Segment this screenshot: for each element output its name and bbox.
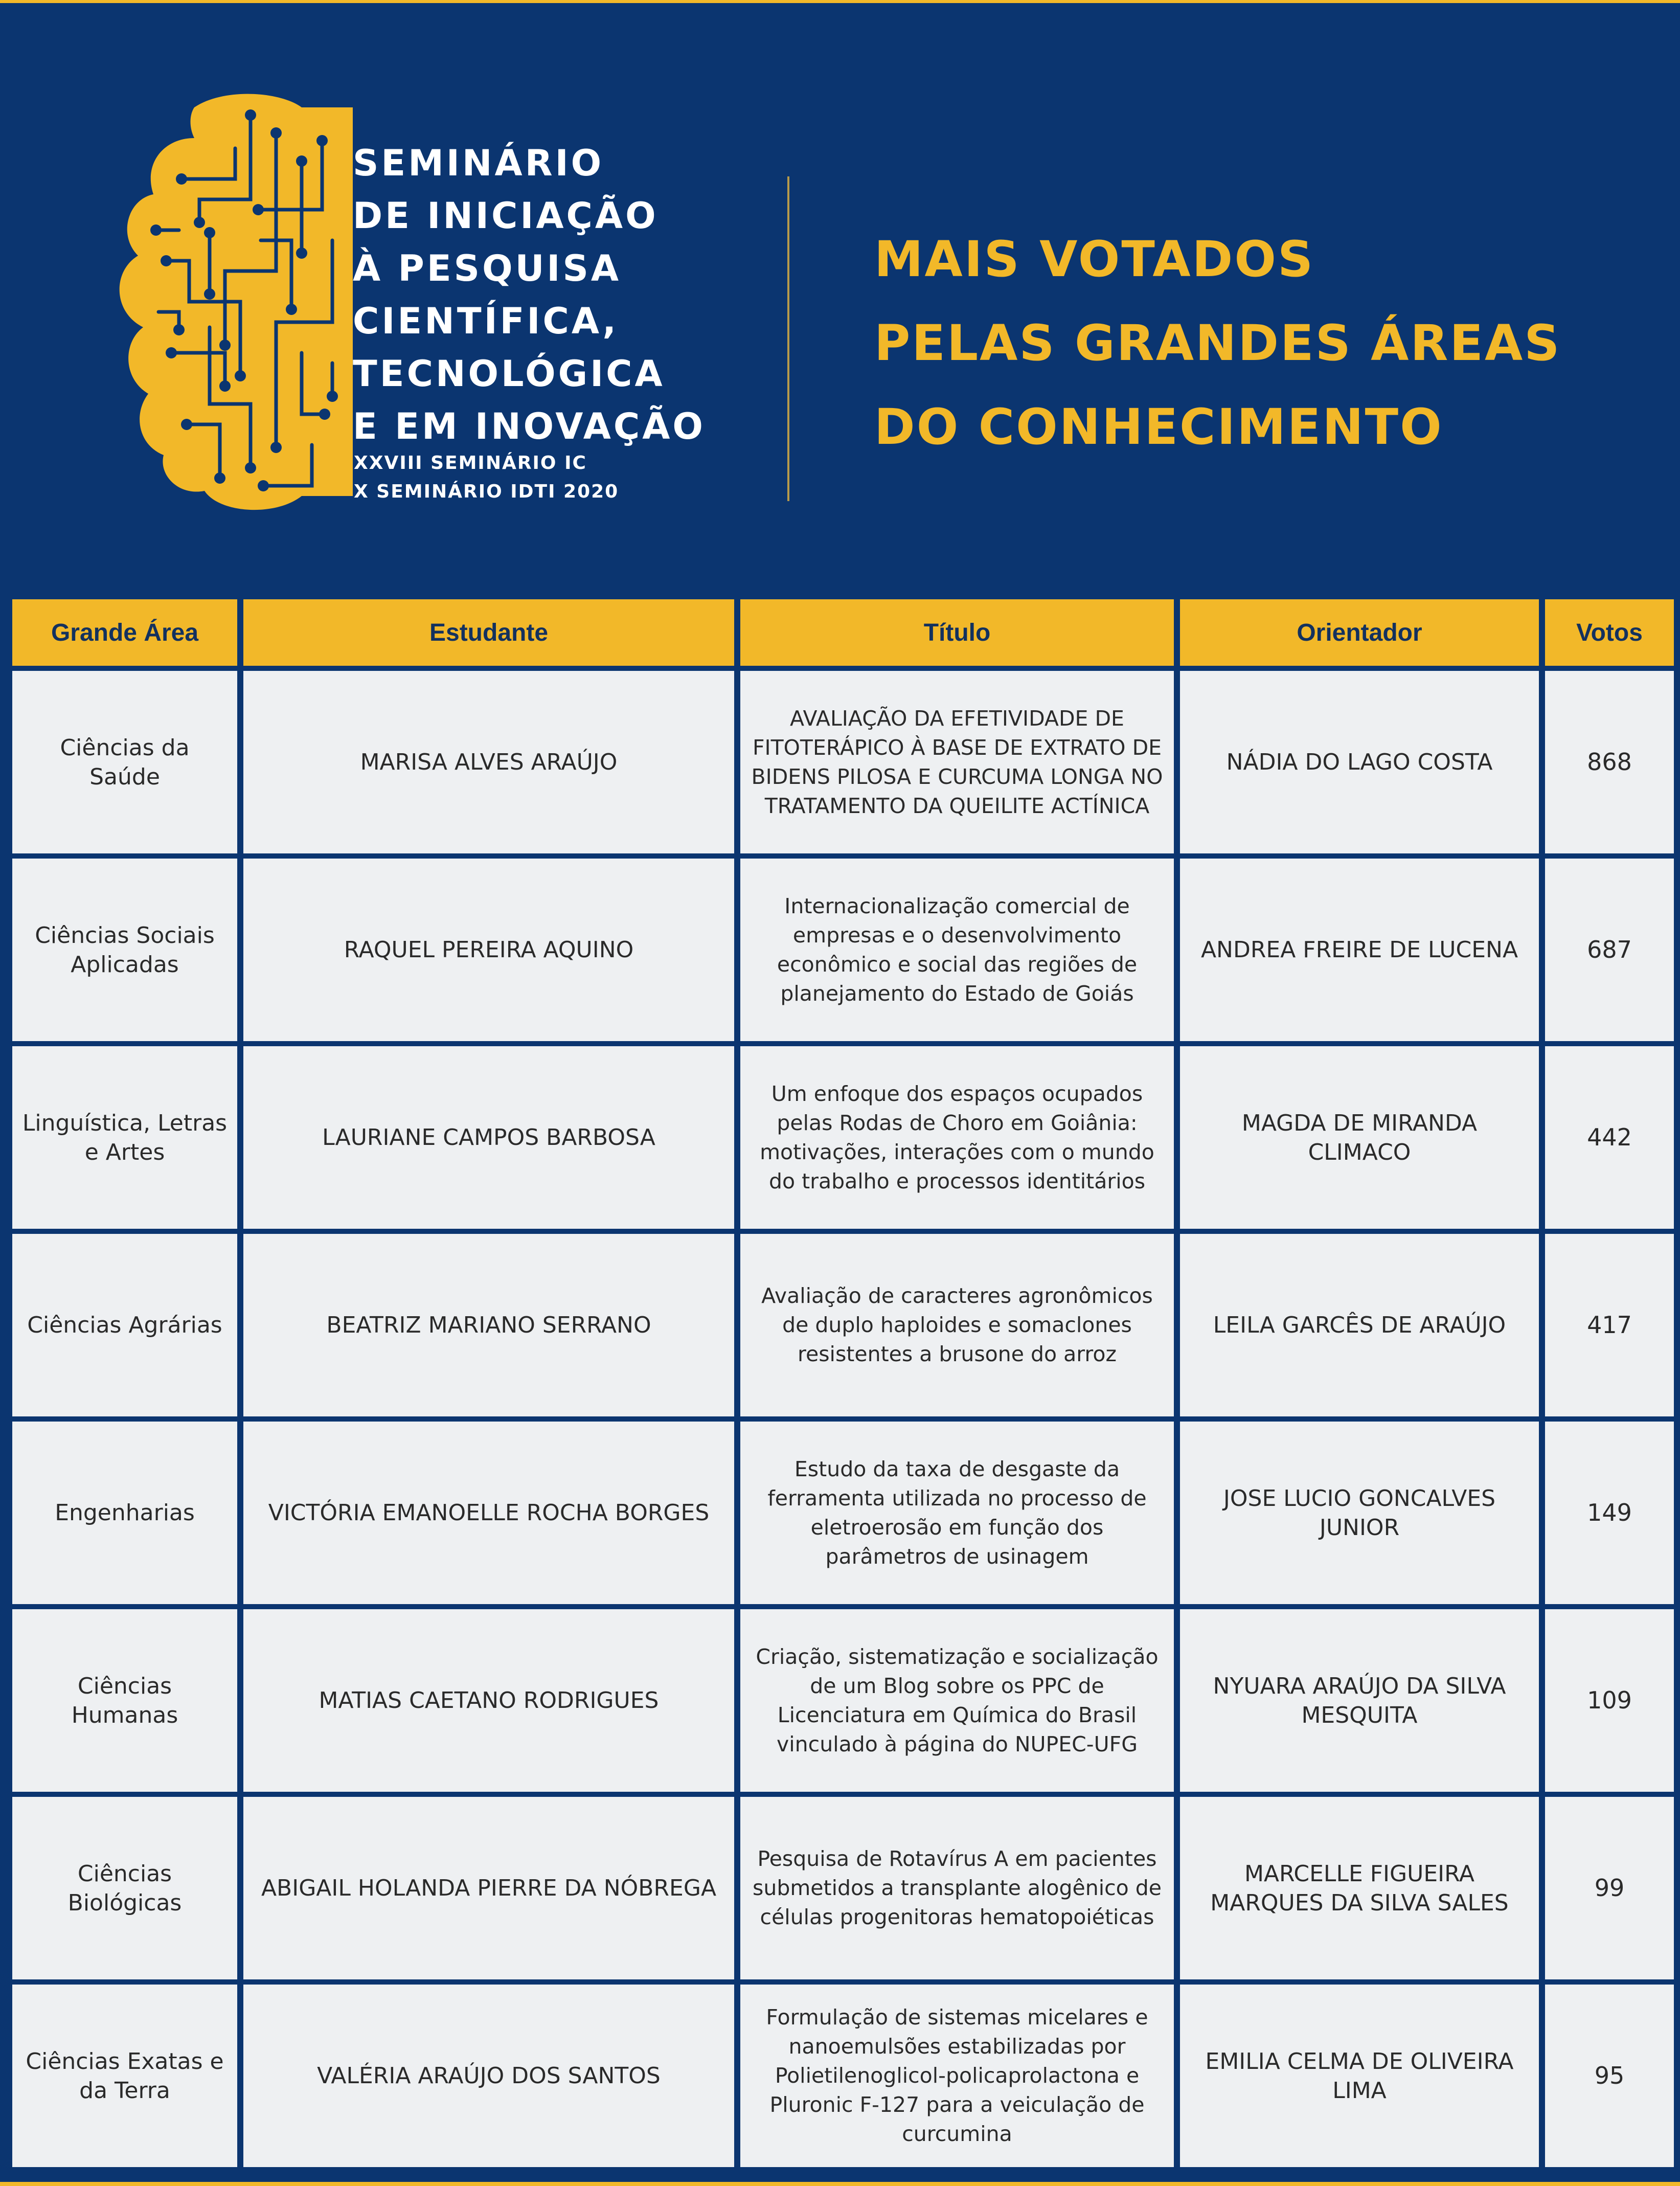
cell-advisor: LEILA GARCÊS DE ARAÚJO — [1180, 1234, 1539, 1416]
cell-student: LAURIANE CAMPOS BARBOSA — [243, 1046, 734, 1229]
column-header-votes: Votos — [1545, 599, 1674, 666]
cell-title: Formulação de sistemas micelares e nanoemulsões estabilizadas por Polietilenoglicol-policaprolactona e Pluronic F-127 para a veiculação de curcumina — [740, 1985, 1174, 2167]
column-header-area: Grande Área — [12, 599, 237, 666]
cell-advisor: ANDREA FREIRE DE LUCENA — [1180, 859, 1539, 1041]
bottom-gold-rule — [0, 2182, 1680, 2186]
seminar-sub-line: XXVIII SEMINÁRIO IC — [354, 453, 587, 474]
table-row — [12, 671, 1674, 853]
cell-votes: 868 — [1545, 671, 1674, 853]
table-row — [12, 1609, 1674, 1792]
cell-title: Estudo da taxa de desgaste da ferramenta utilizada no processo de eletroerosão em função dos parâmetros de usinagem — [740, 1422, 1174, 1604]
seminar-subtitle — [354, 449, 619, 506]
cell-advisor: JOSE LUCIO GONCALVES JUNIOR — [1180, 1422, 1539, 1604]
cell-area: Ciências da Saúde — [12, 671, 237, 853]
cell-votes: 109 — [1545, 1609, 1674, 1792]
cell-advisor: NYUARA ARAÚJO DA SILVA MESQUITA — [1180, 1609, 1539, 1792]
seminar-title-line: CIENTÍFICA, — [353, 300, 619, 342]
cell-advisor: MAGDA DE MIRANDA CLIMACO — [1180, 1046, 1539, 1229]
cell-votes: 99 — [1545, 1797, 1674, 1979]
cell-votes: 417 — [1545, 1234, 1674, 1416]
cell-votes: 687 — [1545, 859, 1674, 1041]
seminar-title — [353, 137, 706, 453]
cell-votes: 95 — [1545, 1985, 1674, 2167]
seminar-title-line: DE INICIAÇÃO — [353, 195, 659, 237]
cell-student: MATIAS CAETANO RODRIGUES — [243, 1609, 734, 1792]
seminar-title-line: E EM INOVAÇÃO — [353, 405, 706, 447]
cell-area: Ciências Agrárias — [12, 1234, 237, 1416]
header-divider — [787, 176, 789, 501]
header-banner — [0, 0, 1680, 588]
seminar-title-line: À PESQUISA — [353, 247, 622, 289]
column-header-student: Estudante — [243, 599, 734, 666]
headline — [874, 217, 1561, 469]
headline-line: PELAS GRANDES ÁREAS — [874, 314, 1561, 372]
cell-student: RAQUEL PEREIRA AQUINO — [243, 859, 734, 1041]
seminar-title-line: SEMINÁRIO — [353, 142, 604, 184]
column-header-title: Título — [740, 599, 1174, 666]
cell-votes: 149 — [1545, 1422, 1674, 1604]
headline-line: MAIS VOTADOS — [874, 231, 1315, 288]
cell-student: VALÉRIA ARAÚJO DOS SANTOS — [243, 1985, 734, 2167]
cell-student: BEATRIZ MARIANO SERRANO — [243, 1234, 734, 1416]
cell-area: Ciências Biológicas — [12, 1797, 237, 1979]
table-row — [12, 1985, 1674, 2167]
cell-title: AVALIAÇÃO DA EFETIVIDADE DE FITOTERÁPICO À BASE DE EXTRATO DE BIDENS PILOSA E CURCUMA LONGA NO TRATAMENTO DA QUEILITE ACTÍNICA — [740, 671, 1174, 853]
cell-area: Engenharias — [12, 1422, 237, 1604]
cell-student: MARISA ALVES ARAÚJO — [243, 671, 734, 853]
cell-student: VICTÓRIA EMANOELLE ROCHA BORGES — [243, 1422, 734, 1604]
cell-advisor: NÁDIA DO LAGO COSTA — [1180, 671, 1539, 853]
cell-area: Ciências Sociais Aplicadas — [12, 859, 237, 1041]
table-row — [12, 1046, 1674, 1229]
cell-advisor: EMILIA CELMA DE OLIVEIRA LIMA — [1180, 1985, 1539, 2167]
results-table — [6, 594, 1680, 2172]
table-row — [12, 1422, 1674, 1604]
cell-votes: 442 — [1545, 1046, 1674, 1229]
cell-title: Internacionalização comercial de empresas e o desenvolvimento econômico e social das regiões de planejamento do Estado de Goiás — [740, 859, 1174, 1041]
column-header-advisor: Orientador — [1180, 599, 1539, 666]
cell-advisor: MARCELLE FIGUEIRA MARQUES DA SILVA SALES — [1180, 1797, 1539, 1979]
cell-title: Um enfoque dos espaços ocupados pelas Rodas de Choro em Goiânia: motivações, interações com o mundo do trabalho e processos identitários — [740, 1046, 1174, 1229]
cell-area: Ciências Humanas — [12, 1609, 237, 1792]
cell-area: Linguística, Letras e Artes — [12, 1046, 237, 1229]
table-row — [12, 1234, 1674, 1416]
cell-title: Avaliação de caracteres agronômicos de duplo haploides e somaclones resistentes a brusone do arroz — [740, 1234, 1174, 1416]
seminar-sub-line: X SEMINÁRIO IDTI 2020 — [354, 481, 619, 502]
cell-area: Ciências Exatas e da Terra — [12, 1985, 237, 2167]
table-header-row — [12, 599, 1674, 666]
cell-title: Pesquisa de Rotavírus A em pacientes submetidos a transplante alogênico de células progenitoras hematopoiéticas — [740, 1797, 1174, 1979]
cell-student: ABIGAIL HOLANDA PIERRE DA NÓBREGA — [243, 1797, 734, 1979]
brain-circuit-icon — [107, 87, 353, 516]
cell-title: Criação, sistematização e socialização de um Blog sobre os PPC de Licenciatura em Química do Brasil vinculado à página do NUPEC-UFG — [740, 1609, 1174, 1792]
table-row — [12, 859, 1674, 1041]
headline-line: DO CONHECIMENTO — [874, 398, 1443, 456]
table-row — [12, 1797, 1674, 1979]
seminar-title-line: TECNOLÓGICA — [353, 353, 665, 395]
